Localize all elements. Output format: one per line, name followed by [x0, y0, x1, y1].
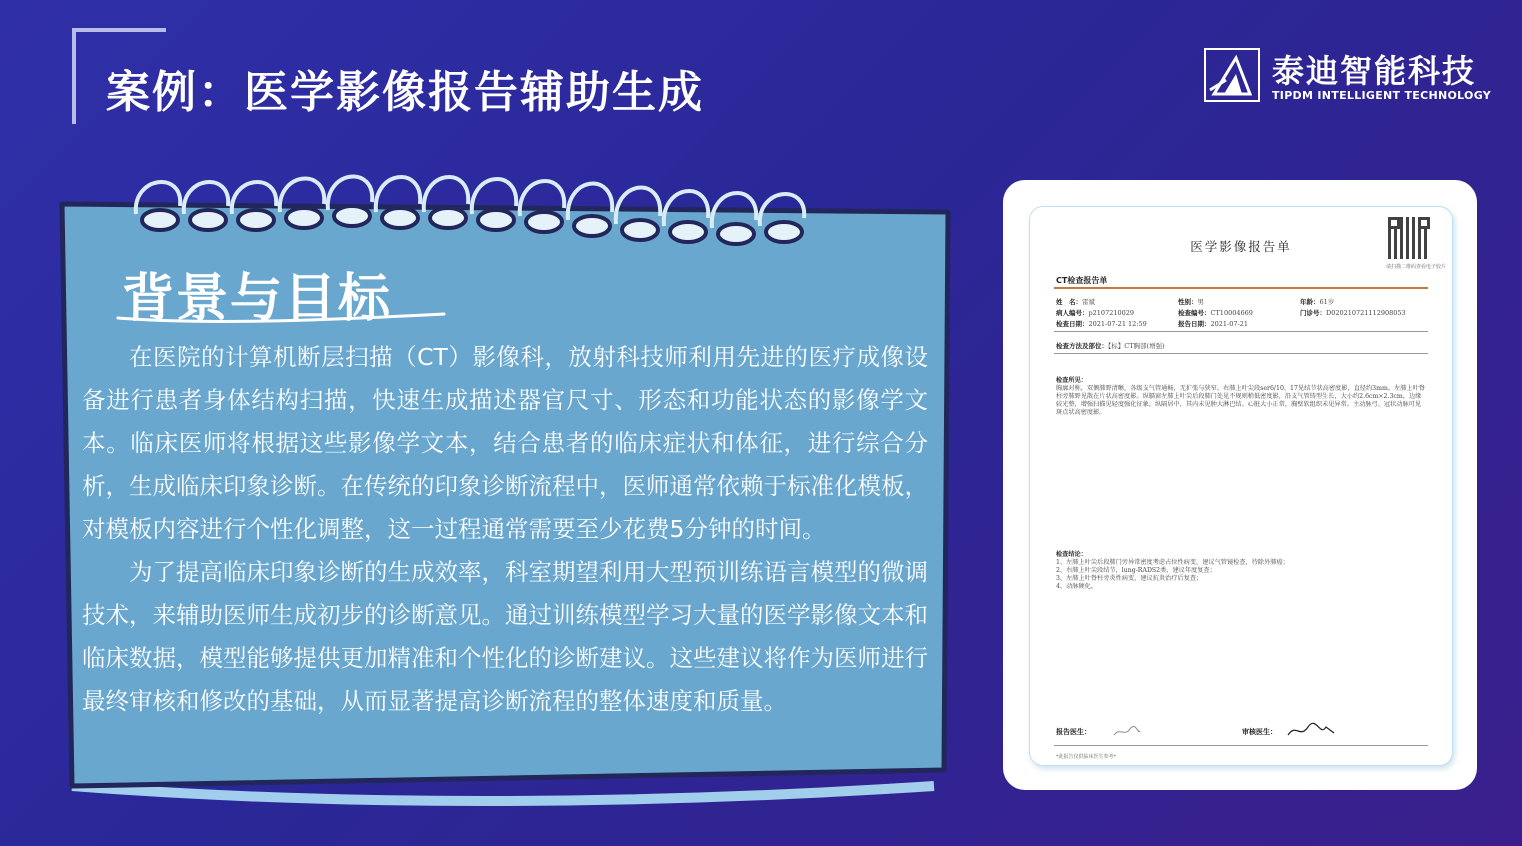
report-divider-3: [1054, 745, 1428, 746]
exam-date-value: 2021-07-21 12:59: [1088, 320, 1147, 328]
name-label: 姓 名：: [1056, 298, 1082, 306]
age-label: 年龄：: [1300, 298, 1320, 306]
ring-hole: [430, 208, 466, 228]
report-findings: [1056, 377, 1426, 417]
gender-value: 男: [1197, 298, 1204, 306]
logo-mark-icon: [1204, 48, 1260, 102]
reporter-label: 报告医生：: [1056, 727, 1091, 736]
ring-hole: [526, 212, 562, 232]
page-title: 案例：医学影像报告辅助生成: [106, 67, 704, 118]
exam-no-value: CT10004669: [1210, 309, 1253, 317]
name-value: 雷斌: [1082, 298, 1095, 306]
report-divider-2: [1054, 353, 1428, 354]
ring-hole: [670, 222, 706, 242]
ring-hole: [334, 206, 370, 226]
company-logo: [1204, 46, 1494, 106]
report-image-card: [1003, 180, 1477, 790]
report-date-label: 报告日期：: [1178, 320, 1211, 328]
note-heading: 背景与目标: [122, 269, 393, 329]
note-paragraph-2: 为了提高临床印象诊断的生成效率，科室期望利用大型预训练语言模型的微调技术，来辅助医师生成初步的诊断意见。通过训练模型学习大量的医学影像文本和临床数据，模型能够提供更加精准和个性化的诊断建议。这些建议将作为医师进行最终审核和修改的基础，从而显著提高诊断流程的整体速度和质量。: [82, 558, 928, 715]
method-label: 检查方法及部位：: [1056, 342, 1108, 350]
findings-label: 检查所见：: [1056, 377, 1087, 384]
medical-report-sheet: [1029, 206, 1453, 766]
qr-caption: 请扫描二维码查看电子胶片: [1385, 264, 1446, 270]
ring-hole: [766, 222, 802, 242]
ring-hole: [142, 210, 178, 230]
report-title: 医学影像报告单: [1190, 239, 1292, 254]
report-subtitle: CT检查报告单: [1056, 276, 1108, 285]
logo-name: 泰迪智能科技: [1272, 52, 1477, 90]
background-note-card: [58, 160, 958, 810]
report-accent-line: [1054, 287, 1428, 289]
exam-date-label: 检查日期：: [1056, 320, 1089, 328]
reviewer-label: 审核医生：: [1242, 727, 1277, 736]
heading-underline: [114, 310, 454, 330]
age-value: 61岁: [1319, 298, 1335, 306]
logo-subtitle: TIPDM INTELLIGENT TECHNOLOGY: [1272, 89, 1492, 102]
patient-id-label: 病人编号：: [1056, 309, 1089, 317]
ring-hole: [718, 224, 754, 244]
ring-hole: [574, 216, 610, 236]
report-footer: *此报告仅供临床医生参考*: [1056, 754, 1117, 760]
clinic-no-label: 门诊号：: [1300, 309, 1326, 317]
conclusion-item: 3、左肺上叶脊柱旁炎性病变，建议抗炎治疗后复查；: [1056, 575, 1203, 582]
report-age: [1300, 297, 1334, 306]
ring-hole: [286, 208, 322, 228]
ring-hole: [622, 220, 658, 240]
report-method: [1056, 341, 1165, 350]
report-patient-id: [1056, 308, 1134, 317]
conclusion-label: 检查结论：: [1056, 551, 1087, 558]
reporter-signature: [1112, 725, 1142, 739]
conclusion-item: 4、动脉硬化。: [1056, 583, 1098, 590]
gender-label: 性别：: [1178, 298, 1198, 306]
findings-text: 胸廓对称，双侧肺野清晰，各级支气管通畅，无扩张与狭窄。右肺上叶尖段ser6/10、17见结节状高密度影，直径约3mm。左肺上叶脊柱旁肺野见散在片状高密度影。纵膈窗左肺上叶尖后段肺门处见不规则稍低密度影，沿支气管铸型生长，大小约2.6cm×2.3cm，边缘较光整，增强扫描见轻度强化征象。纵隔居中，其内未见肿大淋巴结。心脏大小正常，胸壁软组织未见异常。主动脉弓、冠状动脉可见斑点状高密度影。: [1056, 385, 1425, 416]
note-body: [82, 336, 928, 723]
report-exam-date: [1056, 319, 1147, 328]
ring-hole: [190, 210, 226, 230]
report-clinic-no: [1300, 308, 1406, 317]
report-gender: [1178, 297, 1204, 306]
reviewer-signature: [1286, 721, 1336, 741]
conclusion-item: 2、右肺上叶尖段结节，lung-RADS2类，建议年度复查；: [1056, 567, 1216, 574]
conclusion-item: 1、左肺上叶尖后段肺门旁异常密度考虑占位性病变，建议气管镜检查，待除外肺癌；: [1056, 559, 1289, 566]
report-report-date: [1178, 319, 1248, 328]
clinic-no-value: D020210721112908053: [1326, 309, 1406, 317]
ring-hole: [382, 208, 418, 228]
report-exam-no: [1178, 308, 1253, 317]
report-conclusions: [1056, 551, 1426, 591]
method-value: 【标】CT胸部(增强): [1108, 342, 1165, 350]
report-date-value: 2021-07-21: [1210, 320, 1248, 328]
ring-hole: [238, 210, 274, 230]
report-divider: [1054, 331, 1428, 332]
qr-code-icon: [1388, 217, 1430, 259]
report-row-1: [1056, 297, 1095, 306]
ring-hole: [478, 210, 514, 230]
exam-no-label: 检查编号：: [1178, 309, 1211, 317]
note-paragraph-1: 在医院的计算机断层扫描（CT）影像科，放射科技师利用先进的医疗成像设备进行患者身体结构扫描，快速生成描述器官尺寸、形态和功能状态的影像学文本。临床医师将根据这些影像学文本，结合患者的临床症状和体征，进行综合分析，生成临床印象诊断。在传统的印象诊断流程中，医师通常依赖于标准化模板，对模板内容进行个性化调整，这一过程通常需要至少花费5分钟的时间。: [82, 343, 928, 543]
patient-id-value: p2107210029: [1088, 309, 1135, 317]
